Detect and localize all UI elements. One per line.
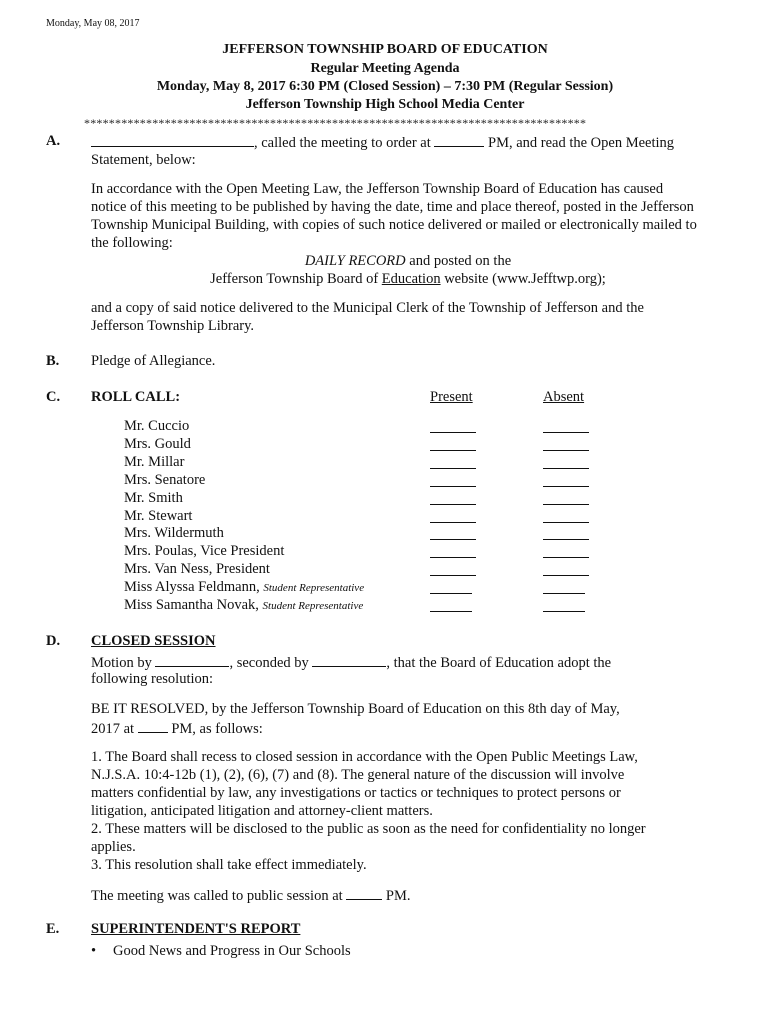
website-pre: Jefferson Township Board of bbox=[210, 271, 382, 287]
seconded-by-blank[interactable] bbox=[312, 652, 386, 667]
section-a-line1 bbox=[91, 132, 674, 152]
copy-line-2: Jefferson Township Library. bbox=[91, 318, 255, 334]
member-name: Mr. Stewart bbox=[124, 507, 193, 524]
bullet-icon: • bbox=[91, 943, 97, 959]
absent-blank[interactable] bbox=[543, 468, 589, 469]
absent-header: Absent bbox=[543, 389, 585, 405]
daily-record-line bbox=[0, 252, 770, 270]
present-blank[interactable] bbox=[430, 593, 472, 594]
roll-call-member bbox=[124, 436, 191, 453]
motion-line-2: following resolution: bbox=[91, 671, 214, 687]
absent-blank[interactable] bbox=[543, 593, 585, 594]
resolution-item: 3. This resolution shall take effect immediately. bbox=[91, 857, 367, 873]
roll-call-member bbox=[124, 454, 184, 471]
present-blank[interactable] bbox=[430, 539, 476, 540]
page-title: JEFFERSON TOWNSHIP BOARD OF EDUCATION bbox=[222, 42, 548, 57]
absent-blank[interactable] bbox=[543, 522, 589, 523]
bullet-text: Good News and Progress in Our Schools bbox=[113, 943, 351, 959]
roll-call-member bbox=[124, 597, 363, 614]
present-blank[interactable] bbox=[430, 575, 476, 576]
resolution-item: 1. The Board shall recess to closed session in accordance with the Open Public Meetings Law, bbox=[91, 749, 638, 765]
public-post: PM. bbox=[385, 888, 411, 904]
session-times: Monday, May 8, 2017 6:30 PM (Closed Session) – 7:30 PM (Regular Session) bbox=[156, 79, 614, 94]
public-session-line bbox=[91, 885, 411, 905]
member-name: Mrs. Wildermuth bbox=[124, 525, 224, 542]
roll-call-member bbox=[124, 561, 270, 578]
section-b-letter: B. bbox=[46, 353, 60, 369]
website-line bbox=[0, 270, 770, 288]
member-role: Student Representative bbox=[262, 600, 364, 612]
absent-blank[interactable] bbox=[543, 432, 589, 433]
roll-call-member bbox=[124, 472, 205, 489]
meeting-location: Jefferson Township High School Media Center bbox=[245, 97, 525, 112]
resolution-item: litigation, anticipated litigation and attorney-client matters. bbox=[91, 803, 433, 819]
member-name: Mrs. Van Ness, President bbox=[124, 561, 270, 578]
member-name: Miss Samantha Novak, bbox=[124, 597, 263, 613]
absent-blank[interactable] bbox=[543, 450, 589, 451]
member-name: Mr. Smith bbox=[124, 489, 183, 506]
roll-call-member bbox=[124, 525, 224, 542]
resolved-post: PM, as follows: bbox=[171, 721, 263, 737]
separator-stars: ********************************************************************************* bbox=[84, 116, 587, 130]
motion-line bbox=[91, 652, 611, 672]
resolved-line-2 bbox=[91, 718, 263, 738]
resolution-item: 2. These matters will be disclosed to the public as soon as the need for confidentiality no longer bbox=[91, 821, 646, 837]
public-time-blank[interactable] bbox=[346, 885, 382, 900]
present-header: Present bbox=[430, 389, 473, 405]
resolved-pre: 2017 at bbox=[91, 721, 135, 737]
resolution-item: matters confidential by law, any investigations or tactics or techniques to protect persons or bbox=[91, 785, 621, 801]
closed-session-title: CLOSED SESSION bbox=[91, 633, 216, 649]
present-blank[interactable] bbox=[430, 557, 476, 558]
absent-blank[interactable] bbox=[543, 539, 589, 540]
absent-blank[interactable] bbox=[543, 611, 585, 612]
roll-call-title: ROLL CALL: bbox=[91, 389, 181, 405]
present-blank[interactable] bbox=[430, 522, 476, 523]
caller-name-blank[interactable] bbox=[91, 132, 254, 147]
website-link[interactable]: Education bbox=[381, 271, 441, 287]
motion-pre: Motion by bbox=[91, 655, 152, 671]
roll-call-member bbox=[124, 418, 189, 435]
resolved-time-blank[interactable] bbox=[138, 718, 168, 733]
section-a-line1-end: PM, and read the Open Meeting bbox=[488, 135, 675, 151]
roll-call-member bbox=[124, 579, 364, 596]
resolution-item: N.J.S.A. 10:4-12b (1), (2), (6), (7) and (8). The general nature of the discussion will involve bbox=[91, 767, 625, 783]
motion-end: , that the Board of Education adopt the bbox=[386, 655, 612, 671]
notice-line-2: notice of this meeting to be published by having the date, time and place thereof, posted in the Jefferson bbox=[91, 199, 694, 215]
call-time-blank[interactable] bbox=[434, 132, 484, 147]
absent-blank[interactable] bbox=[543, 504, 589, 505]
absent-blank[interactable] bbox=[543, 557, 589, 558]
member-name: Mr. Cuccio bbox=[124, 418, 190, 434]
roll-call-member bbox=[124, 543, 284, 560]
resolution-item: applies. bbox=[91, 839, 136, 855]
present-blank[interactable] bbox=[430, 611, 472, 612]
bullet-item bbox=[91, 942, 351, 960]
member-name: Mrs. Poulas, Vice President bbox=[124, 543, 285, 560]
date-header: Monday, May 08, 2017 bbox=[46, 18, 140, 29]
section-c-letter: C. bbox=[46, 389, 61, 405]
resolved-line-1: BE IT RESOLVED, by the Jefferson Township Board of Education on this 8th day of May, bbox=[91, 701, 620, 717]
member-name: Mr. Millar bbox=[124, 453, 185, 470]
present-blank[interactable] bbox=[430, 432, 476, 433]
section-a-line2: Statement, below: bbox=[91, 152, 196, 168]
motion-by-blank[interactable] bbox=[155, 652, 229, 667]
present-blank[interactable] bbox=[430, 504, 476, 505]
member-name: Miss Alyssa Feldmann, bbox=[124, 579, 264, 596]
notice-line-1: In accordance with the Open Meeting Law, the Jefferson Township Board of Education has caused bbox=[91, 181, 664, 197]
motion-mid: , seconded by bbox=[229, 655, 309, 671]
page-subtitle: Regular Meeting Agenda bbox=[310, 61, 460, 76]
member-name: Mrs. Senatore bbox=[124, 471, 206, 488]
website-post: website (www.Jefftwp.org); bbox=[440, 271, 606, 287]
present-blank[interactable] bbox=[430, 468, 476, 469]
section-d-letter: D. bbox=[46, 633, 61, 649]
notice-line-4: the following: bbox=[91, 235, 173, 251]
absent-blank[interactable] bbox=[543, 575, 589, 576]
present-blank[interactable] bbox=[430, 450, 476, 451]
copy-line-1: and a copy of said notice delivered to the Municipal Clerk of the Township of Jefferson and the bbox=[91, 300, 644, 316]
absent-blank[interactable] bbox=[543, 486, 589, 487]
daily-record: DAILY RECORD bbox=[304, 253, 406, 269]
public-pre: The meeting was called to public session at bbox=[91, 888, 343, 904]
roll-call-member bbox=[124, 508, 192, 525]
section-a-line1-mid: , called the meeting to order at bbox=[254, 135, 431, 151]
member-role: Student Representative bbox=[263, 582, 365, 595]
section-a-letter: A. bbox=[46, 133, 61, 149]
section-e-letter: E. bbox=[46, 921, 60, 937]
notice-line-3: Township Municipal Building, with copies of such notice delivered or mailed or electronically mailed to bbox=[91, 217, 697, 233]
member-name: Mrs. Gould bbox=[124, 435, 191, 452]
posted-on: and posted on the bbox=[405, 253, 512, 269]
superintendent-report-title: SUPERINTENDENT'S REPORT bbox=[91, 921, 301, 937]
pledge-text: Pledge of Allegiance. bbox=[91, 353, 216, 369]
present-blank[interactable] bbox=[430, 486, 476, 487]
roll-call-member bbox=[124, 490, 183, 507]
